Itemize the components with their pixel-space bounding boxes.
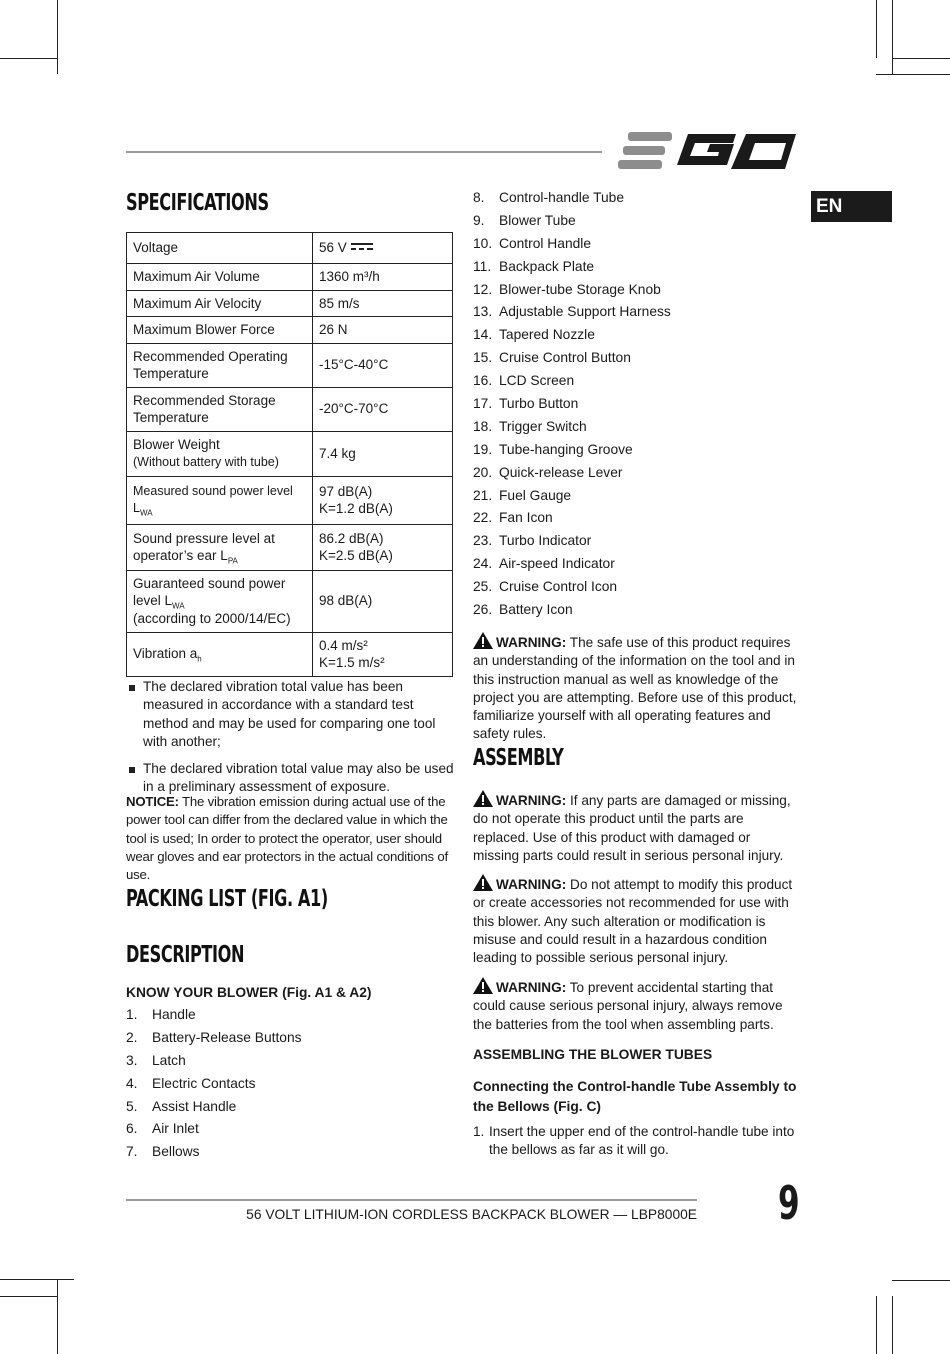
list-item-label: Latch (152, 1052, 186, 1068)
list-item-label: Control-handle Tube (499, 190, 625, 205)
spec-value-line: 97 dB(A) (319, 483, 373, 499)
list-item (126, 1027, 302, 1050)
bullet-text: The declared vibration total value may also be used in a preliminary assessment of exposure. (143, 761, 454, 795)
list-item-label: Assist Handle (152, 1098, 237, 1114)
list-item-label: Turbo Indicator (499, 533, 592, 549)
list-item (473, 507, 671, 530)
spec-value-line: K=1.2 dB(A) (319, 501, 393, 516)
assembly-warning (473, 977, 798, 1034)
assembly-heading: ASSEMBLY (473, 745, 564, 771)
list-item-label: Cruise Control Button (499, 350, 631, 366)
footer-rule (126, 1199, 697, 1201)
header-rule (126, 151, 602, 153)
packing-list-heading: PACKING LIST (FIG. A1) (126, 886, 328, 912)
ego-logo (618, 130, 800, 172)
spec-label: Maximum Blower Force (127, 317, 313, 344)
vibration-bullet-list (126, 678, 456, 806)
list-item-label: Bellows (152, 1144, 200, 1160)
spec-label-subscript: h (197, 654, 202, 664)
spec-value-text: 56 V (319, 240, 347, 256)
step-text: Insert the upper end of the control-handle tube into the bellows as far as it will go. (489, 1124, 795, 1158)
notice-label: NOTICE: (126, 794, 179, 809)
list-item-number: 1. (126, 1007, 138, 1022)
assembly-warning (473, 790, 798, 865)
table-row (127, 233, 453, 264)
spec-value: 98 dB(A) (313, 570, 453, 632)
table-row (127, 476, 453, 524)
blower-tubes-heading: ASSEMBLING THE BLOWER TUBES (473, 1047, 713, 1062)
spec-label-line: (Without battery with tube) (133, 455, 279, 469)
table-row (127, 431, 453, 476)
list-item-number: 10. (473, 235, 493, 251)
table-row (127, 290, 453, 317)
assembly-warning (473, 874, 798, 967)
list-item (473, 530, 671, 553)
list-item-number: 20. (473, 464, 493, 480)
list-item-number: 4. (126, 1075, 138, 1091)
list-item-number: 7. (126, 1144, 138, 1160)
spec-label: Maximum Air Volume (127, 264, 313, 291)
list-item-label: Blower-tube Storage Knob (499, 281, 661, 297)
warning-text: To prevent accidental starting that could cause serious personal injury, always remove the batteries from the tool when assembling parts. (473, 980, 783, 1032)
spec-value: 85 m/s (313, 290, 453, 317)
spec-value-line: 86.2 dB(A) (319, 530, 384, 546)
notice-text: The vibration emission during actual use of the power tool can differ from the declared value in which the tool is used; In order to protect the operator, user should wear gloves and ear protectors in the actual conditions of use. (126, 794, 448, 883)
spec-label (127, 476, 313, 524)
list-item-number: 2. (126, 1029, 138, 1045)
list-item-number: 17. (473, 396, 493, 412)
footer-title: 56 VOLT LITHIUM-ION CORDLESS BACKPACK BLOWER — LBP8000E (246, 1207, 697, 1222)
list-item (473, 256, 671, 279)
spec-label-line: level L (133, 593, 173, 609)
list-item (473, 439, 671, 462)
warning-triangle-icon (473, 874, 493, 891)
list-item-label: Cruise Control Icon (499, 579, 618, 595)
list-item-label: Trigger Switch (499, 418, 587, 434)
spec-label-subscript: PA (227, 556, 238, 566)
list-item-label: Fan Icon (499, 510, 553, 526)
specifications-heading: SPECIFICATIONS (126, 190, 269, 216)
spec-label-line: Blower Weight (133, 436, 220, 452)
list-item-number: 22. (473, 510, 493, 526)
table-row (127, 317, 453, 344)
table-row (127, 570, 453, 632)
assembly-step (473, 1123, 803, 1160)
table-row (127, 343, 453, 387)
list-item-label: Air Inlet (152, 1121, 199, 1137)
list-item (473, 233, 671, 256)
warning-text: Do not attempt to modify this product or create accessories not recommended for use with this blower. Any such alteration or modification is misuse and could result in a hazardous condition leading to possible serious personal injury. (473, 877, 793, 966)
list-item-number: 14. (473, 327, 493, 343)
list-item-number: 15. (473, 350, 493, 366)
list-item-label: Quick-release Lever (499, 464, 623, 480)
warning-text: The safe use of this product requires an understanding of the information on the tool and in this instruction manual as well as knowledge of the project you are attempting. Before use of this product, familiarize yourself with all operating features and safety rules. (473, 635, 797, 742)
list-item-label: Blower Tube (499, 212, 576, 228)
list-item-number: 11. (473, 258, 492, 274)
spec-label-line: Sound pressure level at (133, 530, 275, 546)
list-item-number: 19. (473, 441, 493, 457)
list-item (473, 347, 671, 370)
parts-list-continued (473, 187, 671, 622)
list-item (473, 416, 671, 439)
list-item-label: Backpack Plate (499, 258, 595, 274)
list-item-number: 5. (126, 1098, 138, 1114)
page-number: 9 (778, 1176, 800, 1230)
spec-label: Maximum Air Velocity (127, 290, 313, 317)
list-item-number: 21. (473, 487, 493, 503)
spec-value: 26 N (313, 317, 453, 344)
spec-value-line: K=2.5 dB(A) (319, 548, 393, 563)
spec-value: -20°C-70°C (313, 387, 453, 431)
connecting-heading: Connecting the Control-handle Tube Assembly to the Bellows (Fig. C) (473, 1079, 797, 1114)
list-item (473, 485, 671, 508)
warning-label: WARNING: (496, 635, 567, 650)
list-item-number: 16. (473, 373, 493, 389)
list-item (126, 1073, 302, 1096)
bullet-square-icon (129, 685, 135, 691)
list-item (473, 393, 671, 416)
description-heading: DESCRIPTION (126, 942, 245, 968)
spec-label: Recommended Operating Temperature (127, 343, 313, 387)
spec-label: Recommended Storage Temperature (127, 387, 313, 431)
spec-value: 7.4 kg (313, 431, 453, 476)
list-item (473, 553, 671, 576)
table-row (127, 387, 453, 431)
list-item-label: Turbo Button (499, 396, 579, 412)
spec-value (313, 524, 453, 570)
notice-paragraph (126, 793, 456, 884)
warning-label: WARNING: (496, 980, 567, 995)
list-item-label: Battery-Release Buttons (152, 1029, 302, 1045)
warning-text: If any parts are damaged or missing, do not operate this product until the parts are replaced. Use of this product with damaged or missing parts could result in serious personal injury. (473, 793, 791, 863)
list-item-label: LCD Screen (499, 373, 575, 389)
list-item-label: Electric Contacts (152, 1075, 256, 1091)
list-item-label: Air-speed Indicator (499, 556, 615, 572)
list-item (473, 370, 671, 393)
spec-label-line: operator’s ear L (133, 548, 228, 563)
list-item (126, 1141, 302, 1164)
list-item (473, 599, 671, 622)
list-item (126, 1004, 302, 1027)
list-item-number: 13. (473, 304, 493, 320)
list-item-label: Handle (152, 1007, 196, 1022)
list-item-number: 3. (126, 1052, 138, 1068)
warning-triangle-icon (473, 632, 493, 649)
list-item-label: Battery Icon (499, 602, 573, 618)
spec-value (313, 476, 453, 524)
step-number: 1. (473, 1124, 485, 1139)
list-item-label: Fuel Gauge (499, 487, 572, 503)
list-item-label: Control Handle (499, 235, 592, 251)
list-item (473, 462, 671, 485)
list-item-number: 6. (126, 1121, 138, 1137)
table-row (127, 264, 453, 291)
list-item-number: 8. (473, 190, 485, 205)
spec-label-text: Measured sound power level L (133, 483, 293, 515)
list-item (473, 279, 671, 302)
list-item (473, 324, 671, 347)
list-item-number: 12. (473, 281, 493, 297)
list-item-number: 9. (473, 212, 485, 228)
list-item-number: 23. (473, 533, 493, 549)
list-item-label: Tube-hanging Groove (499, 441, 633, 457)
spec-label-subscript: WA (172, 601, 185, 611)
list-item-number: 18. (473, 418, 493, 434)
warning-label: WARNING: (496, 793, 567, 808)
spec-value: 1360 m³/h (313, 264, 453, 291)
spec-value (313, 632, 453, 676)
parts-list (126, 1004, 302, 1164)
language-tab: EN (811, 191, 892, 222)
list-item (473, 576, 671, 599)
list-item (473, 301, 671, 324)
list-item (473, 187, 671, 210)
spec-value (313, 233, 453, 264)
spec-label-line: Guaranteed sound power (133, 575, 286, 591)
warning-label: WARNING: (496, 877, 567, 892)
warning-triangle-icon (473, 977, 493, 994)
list-item (126, 760, 456, 797)
bullet-text: The declared vibration total value has been measured in accordance with a standard test method and may be used for comparing one tool with another; (143, 679, 436, 749)
list-item (126, 678, 456, 751)
know-your-blower-heading: KNOW YOUR BLOWER (Fig. A1 & A2) (126, 985, 372, 1000)
bullet-square-icon (129, 767, 135, 773)
warning-triangle-icon (473, 790, 493, 807)
description-warning (473, 632, 803, 744)
spec-label-line: (according to 2000/14/EC) (133, 610, 291, 626)
spec-value-line: K=1.5 m/s² (319, 655, 385, 670)
spec-value: -15°C-40°C (313, 343, 453, 387)
spec-value-line: 0.4 m/s² (319, 637, 368, 653)
spec-label: Voltage (127, 233, 313, 264)
list-item-number: 25. (473, 579, 493, 595)
list-item (126, 1118, 302, 1141)
list-item (473, 210, 671, 233)
table-row (127, 632, 453, 676)
list-item (126, 1050, 302, 1073)
list-item-number: 24. (473, 556, 493, 572)
spec-label (127, 632, 313, 676)
dc-symbol-icon (351, 242, 373, 251)
list-item (126, 1096, 302, 1119)
list-item-label: Adjustable Support Harness (499, 304, 671, 320)
spec-label (127, 431, 313, 476)
spec-label-text: Vibration a (133, 646, 198, 662)
spec-label-subscript: WA (139, 508, 153, 518)
spec-label (127, 524, 313, 570)
spec-label (127, 570, 313, 632)
specifications-table (126, 232, 453, 677)
list-item-label: Tapered Nozzle (499, 327, 595, 343)
list-item-number: 26. (473, 602, 493, 618)
table-row (127, 524, 453, 570)
